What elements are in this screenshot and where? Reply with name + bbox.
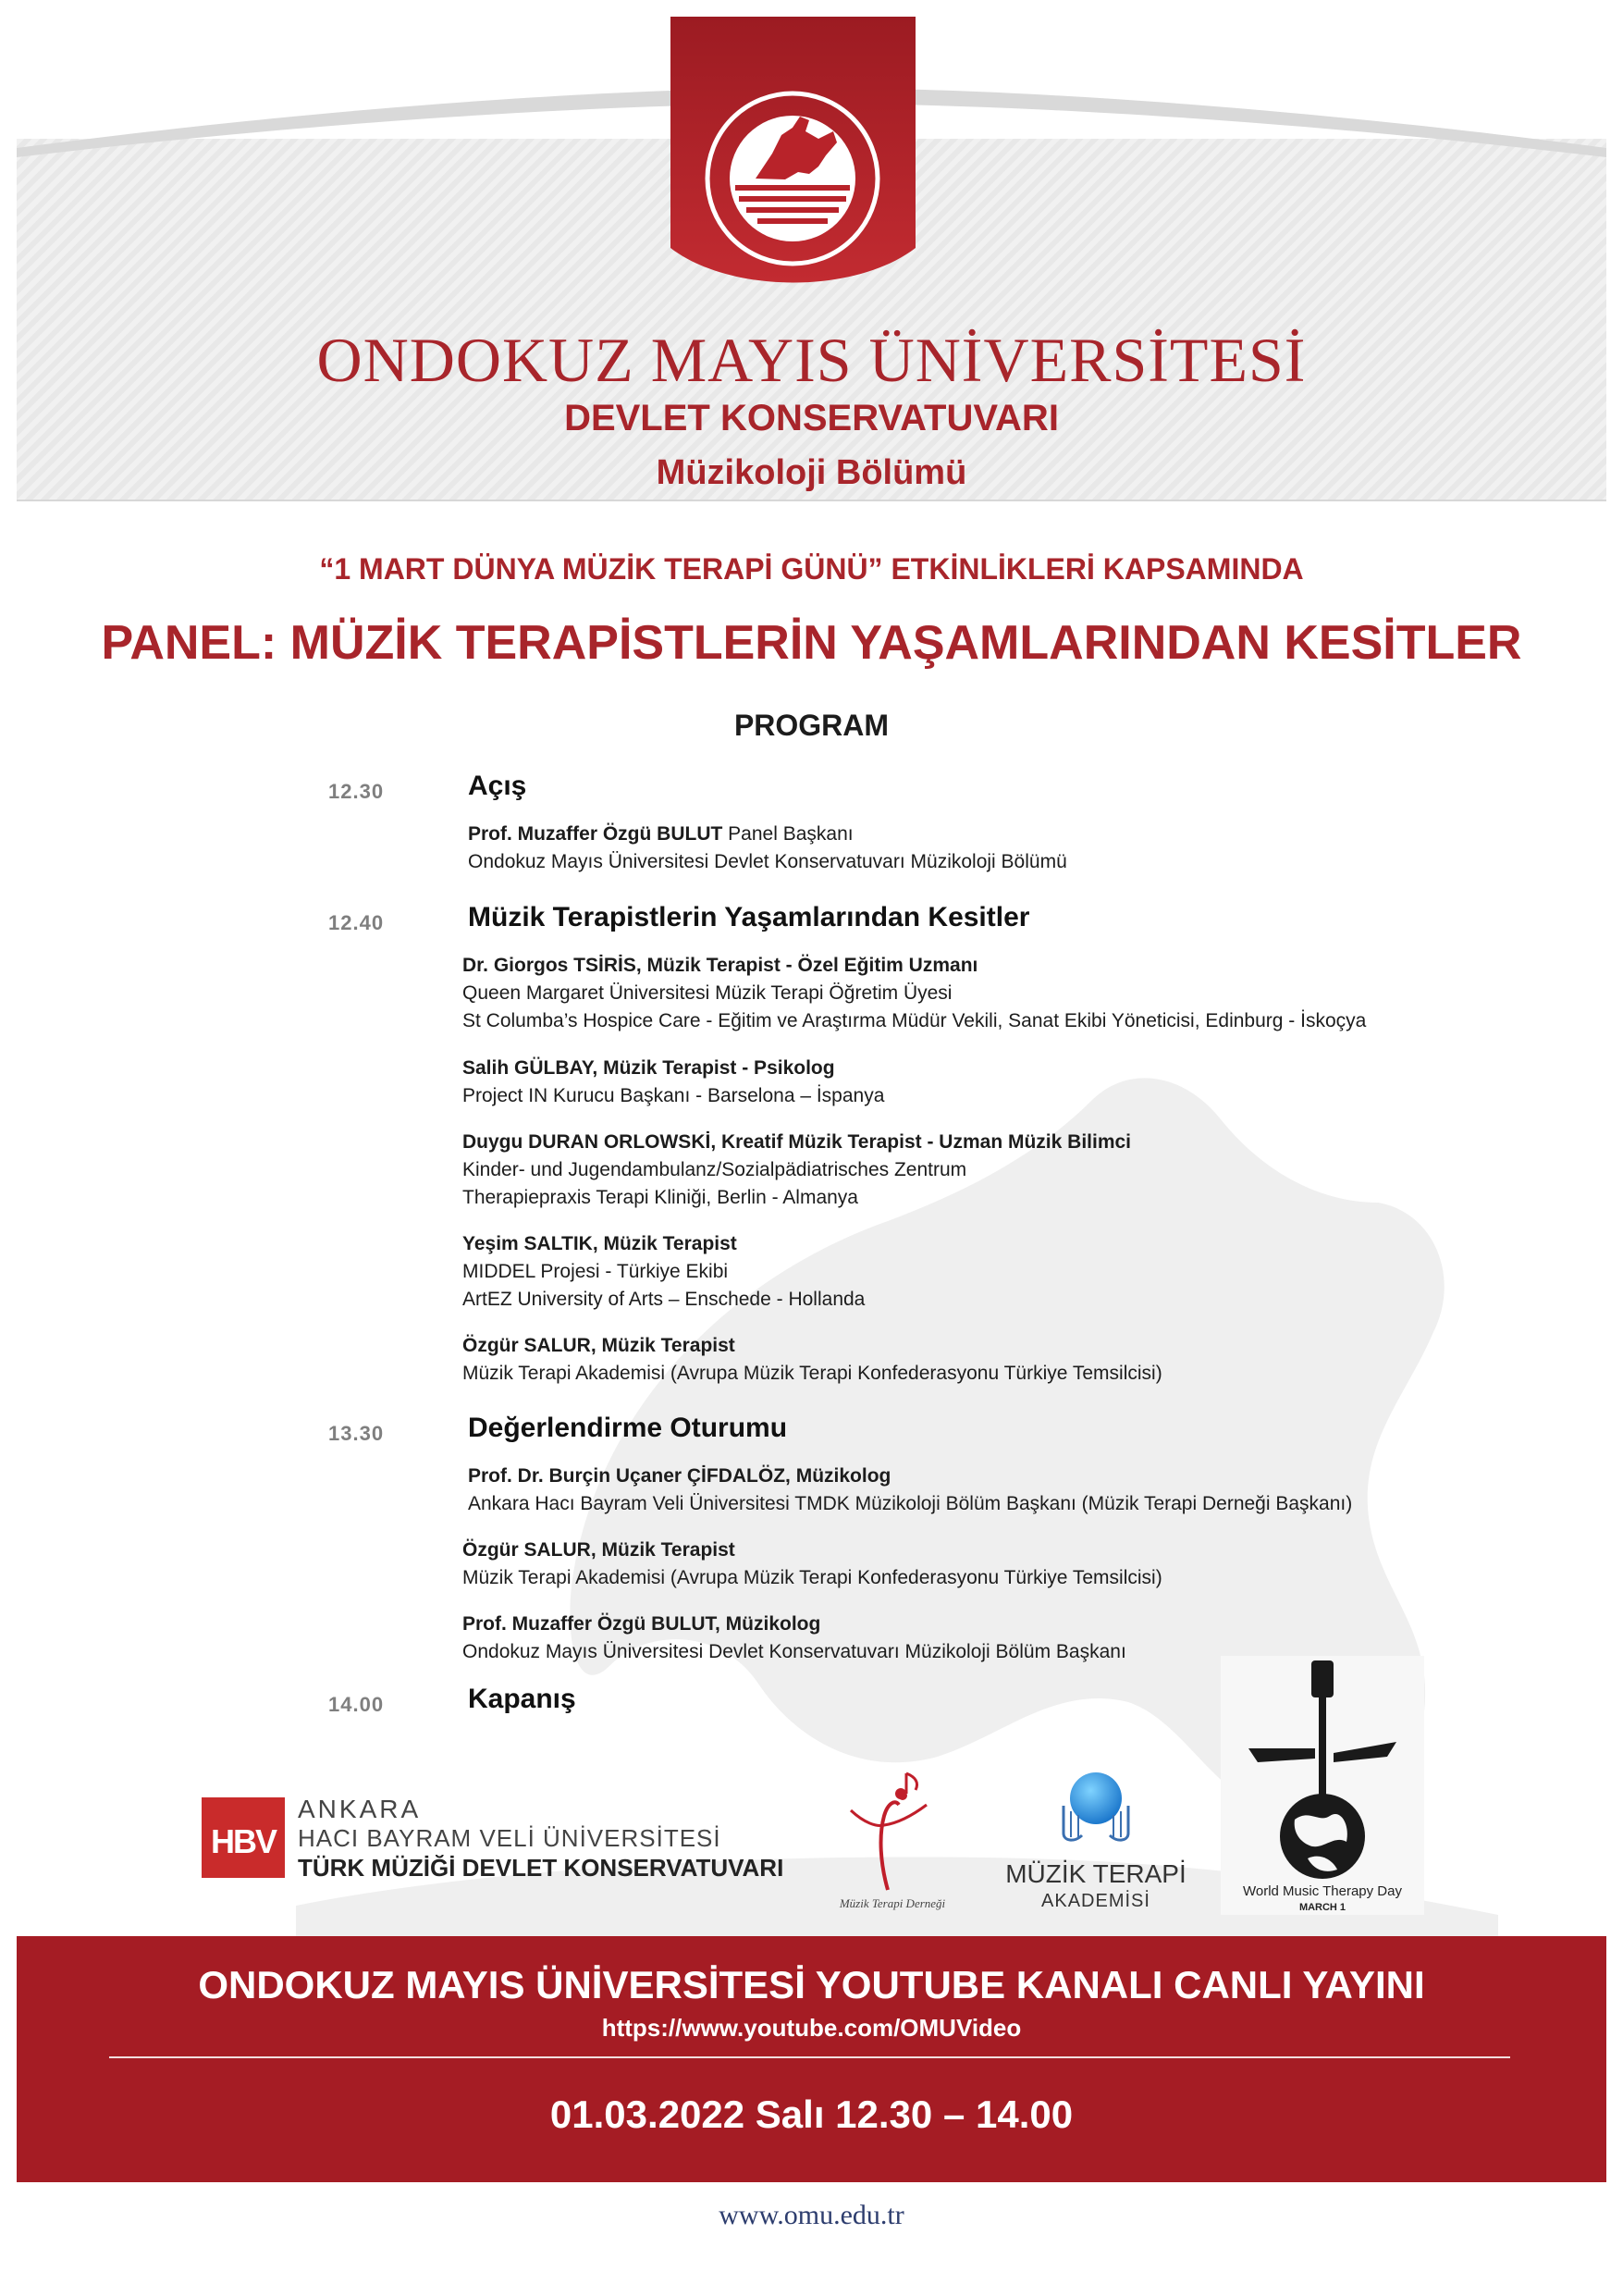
speaker-affiliation: St Columba’s Hospice Care - Eğitim ve Araştırma Müdür Vekili, Sanat Ekibi Yöneticisi, Edinburg - İskoçya xyxy=(462,1010,1367,1031)
speaker-affiliation: ArtEZ University of Arts – Enschede - Hollanda xyxy=(462,1289,866,1310)
speaker-affiliation: Kinder- und Jugendambulanz/Sozialpädiatrisches Zentrum xyxy=(462,1159,967,1180)
time-1400: 14.00 xyxy=(328,1693,385,1716)
time-1330: 13.30 xyxy=(328,1422,385,1445)
speaker-affiliation: Ondokuz Mayıs Üniversitesi Devlet Konservatuvarı Müzikoloji Bölüm Başkanı xyxy=(462,1641,1126,1662)
speaker-affiliation: Project IN Kurucu Başkanı - Barselona – İspanya xyxy=(462,1085,885,1106)
world-music-therapy-day-logo xyxy=(1230,1660,1415,1882)
speaker-name: Dr. Giorgos TSİRİS, Müzik Terapist - Özel Eğitim Uzmanı xyxy=(462,955,978,976)
program-entry xyxy=(462,952,1366,1035)
speaker-affiliation: Ankara Hacı Bayram Veli Üniversitesi TMDK Müzikoloji Bölüm Başkanı (Müzik Terapi Derneği Başkanı) xyxy=(468,1493,1353,1514)
speaker-name: Yeşim SALTIK, Müzik Terapist xyxy=(462,1233,737,1254)
section-opening-title: Açış xyxy=(468,771,527,801)
footer-divider xyxy=(109,2056,1510,2058)
world-music-therapy-day-date: MARCH 1 xyxy=(1298,1902,1346,1913)
website-link[interactable]: www.omu.edu.tr xyxy=(719,2200,904,2230)
world-music-therapy-day-title: World Music Therapy Day xyxy=(1242,1883,1402,1899)
live-stream-title: ONDOKUZ MAYIS ÜNİVERSİTESİ YOUTUBE KANALI CANLI YAYINI xyxy=(198,1963,1425,2006)
program-entry xyxy=(462,1055,884,1110)
program-entry xyxy=(468,821,1067,876)
music-therapy-academy-subtitle: AKADEMİSİ xyxy=(1041,1891,1150,1911)
speaker-affiliation: Queen Margaret Üniversitesi Müzik Terapi Öğretim Üyesi xyxy=(462,982,953,1004)
time-1240: 12.40 xyxy=(328,911,385,934)
hbv-logo-city: ANKARA xyxy=(298,1795,422,1823)
speaker-name: Özgür SALUR, Müzik Terapist xyxy=(462,1539,735,1561)
program-entry xyxy=(462,1230,865,1314)
time-1230: 12.30 xyxy=(328,780,385,803)
event-date-time: 01.03.2022 Salı 12.30 – 14.00 xyxy=(549,2092,1074,2136)
hbv-logo-conservatory: TÜRK MÜZİĞİ DEVLET KONSERVATUVARI xyxy=(298,1854,784,1882)
speaker-role: Panel Başkanı xyxy=(722,823,854,845)
speaker-name: Prof. Dr. Burçin Uçaner ÇİFDALÖZ, Müzikolog xyxy=(468,1465,891,1487)
section-closing-title: Kapanış xyxy=(468,1684,576,1714)
speaker-affiliation: MIDDEL Projesi - Türkiye Ekibi xyxy=(462,1261,729,1282)
speaker-name: Prof. Muzaffer Özgü BULUT, Müzikolog xyxy=(462,1613,821,1635)
program-entry xyxy=(468,1463,1352,1518)
program-entry xyxy=(462,1332,1162,1388)
section-talks-title: Müzik Terapistlerin Yaşamlarından Kesitler xyxy=(468,902,1030,932)
university-seal-ribbon xyxy=(670,17,916,322)
music-therapy-association-logo xyxy=(823,1762,953,1901)
program-entry xyxy=(462,1537,1162,1592)
speaker-name: Salih GÜLBAY, Müzik Terapist - Psikolog xyxy=(462,1057,835,1079)
youtube-link[interactable]: https://www.youtube.com/OMUVideo xyxy=(601,2014,1022,2042)
section-evaluation-title: Değerlendirme Oturumu xyxy=(468,1413,788,1443)
program-entry xyxy=(462,1611,1126,1666)
university-title: ONDOKUZ MAYIS ÜNİVERSİTESİ xyxy=(316,325,1307,395)
program-entry xyxy=(462,1129,1131,1212)
department-title: Müzikoloji Bölümü xyxy=(656,453,967,492)
speaker-affiliation: Ondokuz Mayıs Üniversitesi Devlet Konservatuvarı Müzikoloji Bölümü xyxy=(468,851,1067,872)
music-therapy-academy-logo xyxy=(1054,1769,1137,1845)
speaker-affiliation: Therapiepraxis Terapi Kliniği, Berlin - Almanya xyxy=(462,1187,858,1208)
speaker-affiliation: Müzik Terapi Akademisi (Avrupa Müzik Terapi Konfederasyonu Türkiye Temsilcisi) xyxy=(462,1567,1162,1588)
music-therapy-association-caption: Müzik Terapi Derneği xyxy=(839,1896,946,1910)
speaker-name: Prof. Muzaffer Özgü BULUT xyxy=(468,823,723,845)
music-therapy-academy-name: MÜZİK TERAPİ xyxy=(1005,1859,1187,1888)
panel-title: PANEL: MÜZİK TERAPİSTLERİN YAŞAMLARINDAN KESİTLER xyxy=(101,616,1522,670)
speaker-affiliation: Müzik Terapi Akademisi (Avrupa Müzik Terapi Konfederasyonu Türkiye Temsilcisi) xyxy=(462,1363,1162,1384)
speaker-name: Duygu DURAN ORLOWSKİ, Kreatif Müzik Terapist - Uzman Müzik Bilimci xyxy=(462,1131,1132,1153)
hbv-logo-university: HACI BAYRAM VELİ ÜNİVERSİTESİ xyxy=(298,1824,721,1852)
event-subtitle: “1 MART DÜNYA MÜZİK TERAPİ GÜNÜ” ETKİNLİKLERİ KAPSAMINDA xyxy=(319,552,1304,586)
hbv-logo-letters: HBV xyxy=(210,1822,276,1860)
program-heading: PROGRAM xyxy=(733,709,890,742)
conservatory-title: DEVLET KONSERVATUVARI xyxy=(564,398,1059,438)
speaker-name: Özgür SALUR, Müzik Terapist xyxy=(462,1335,735,1356)
